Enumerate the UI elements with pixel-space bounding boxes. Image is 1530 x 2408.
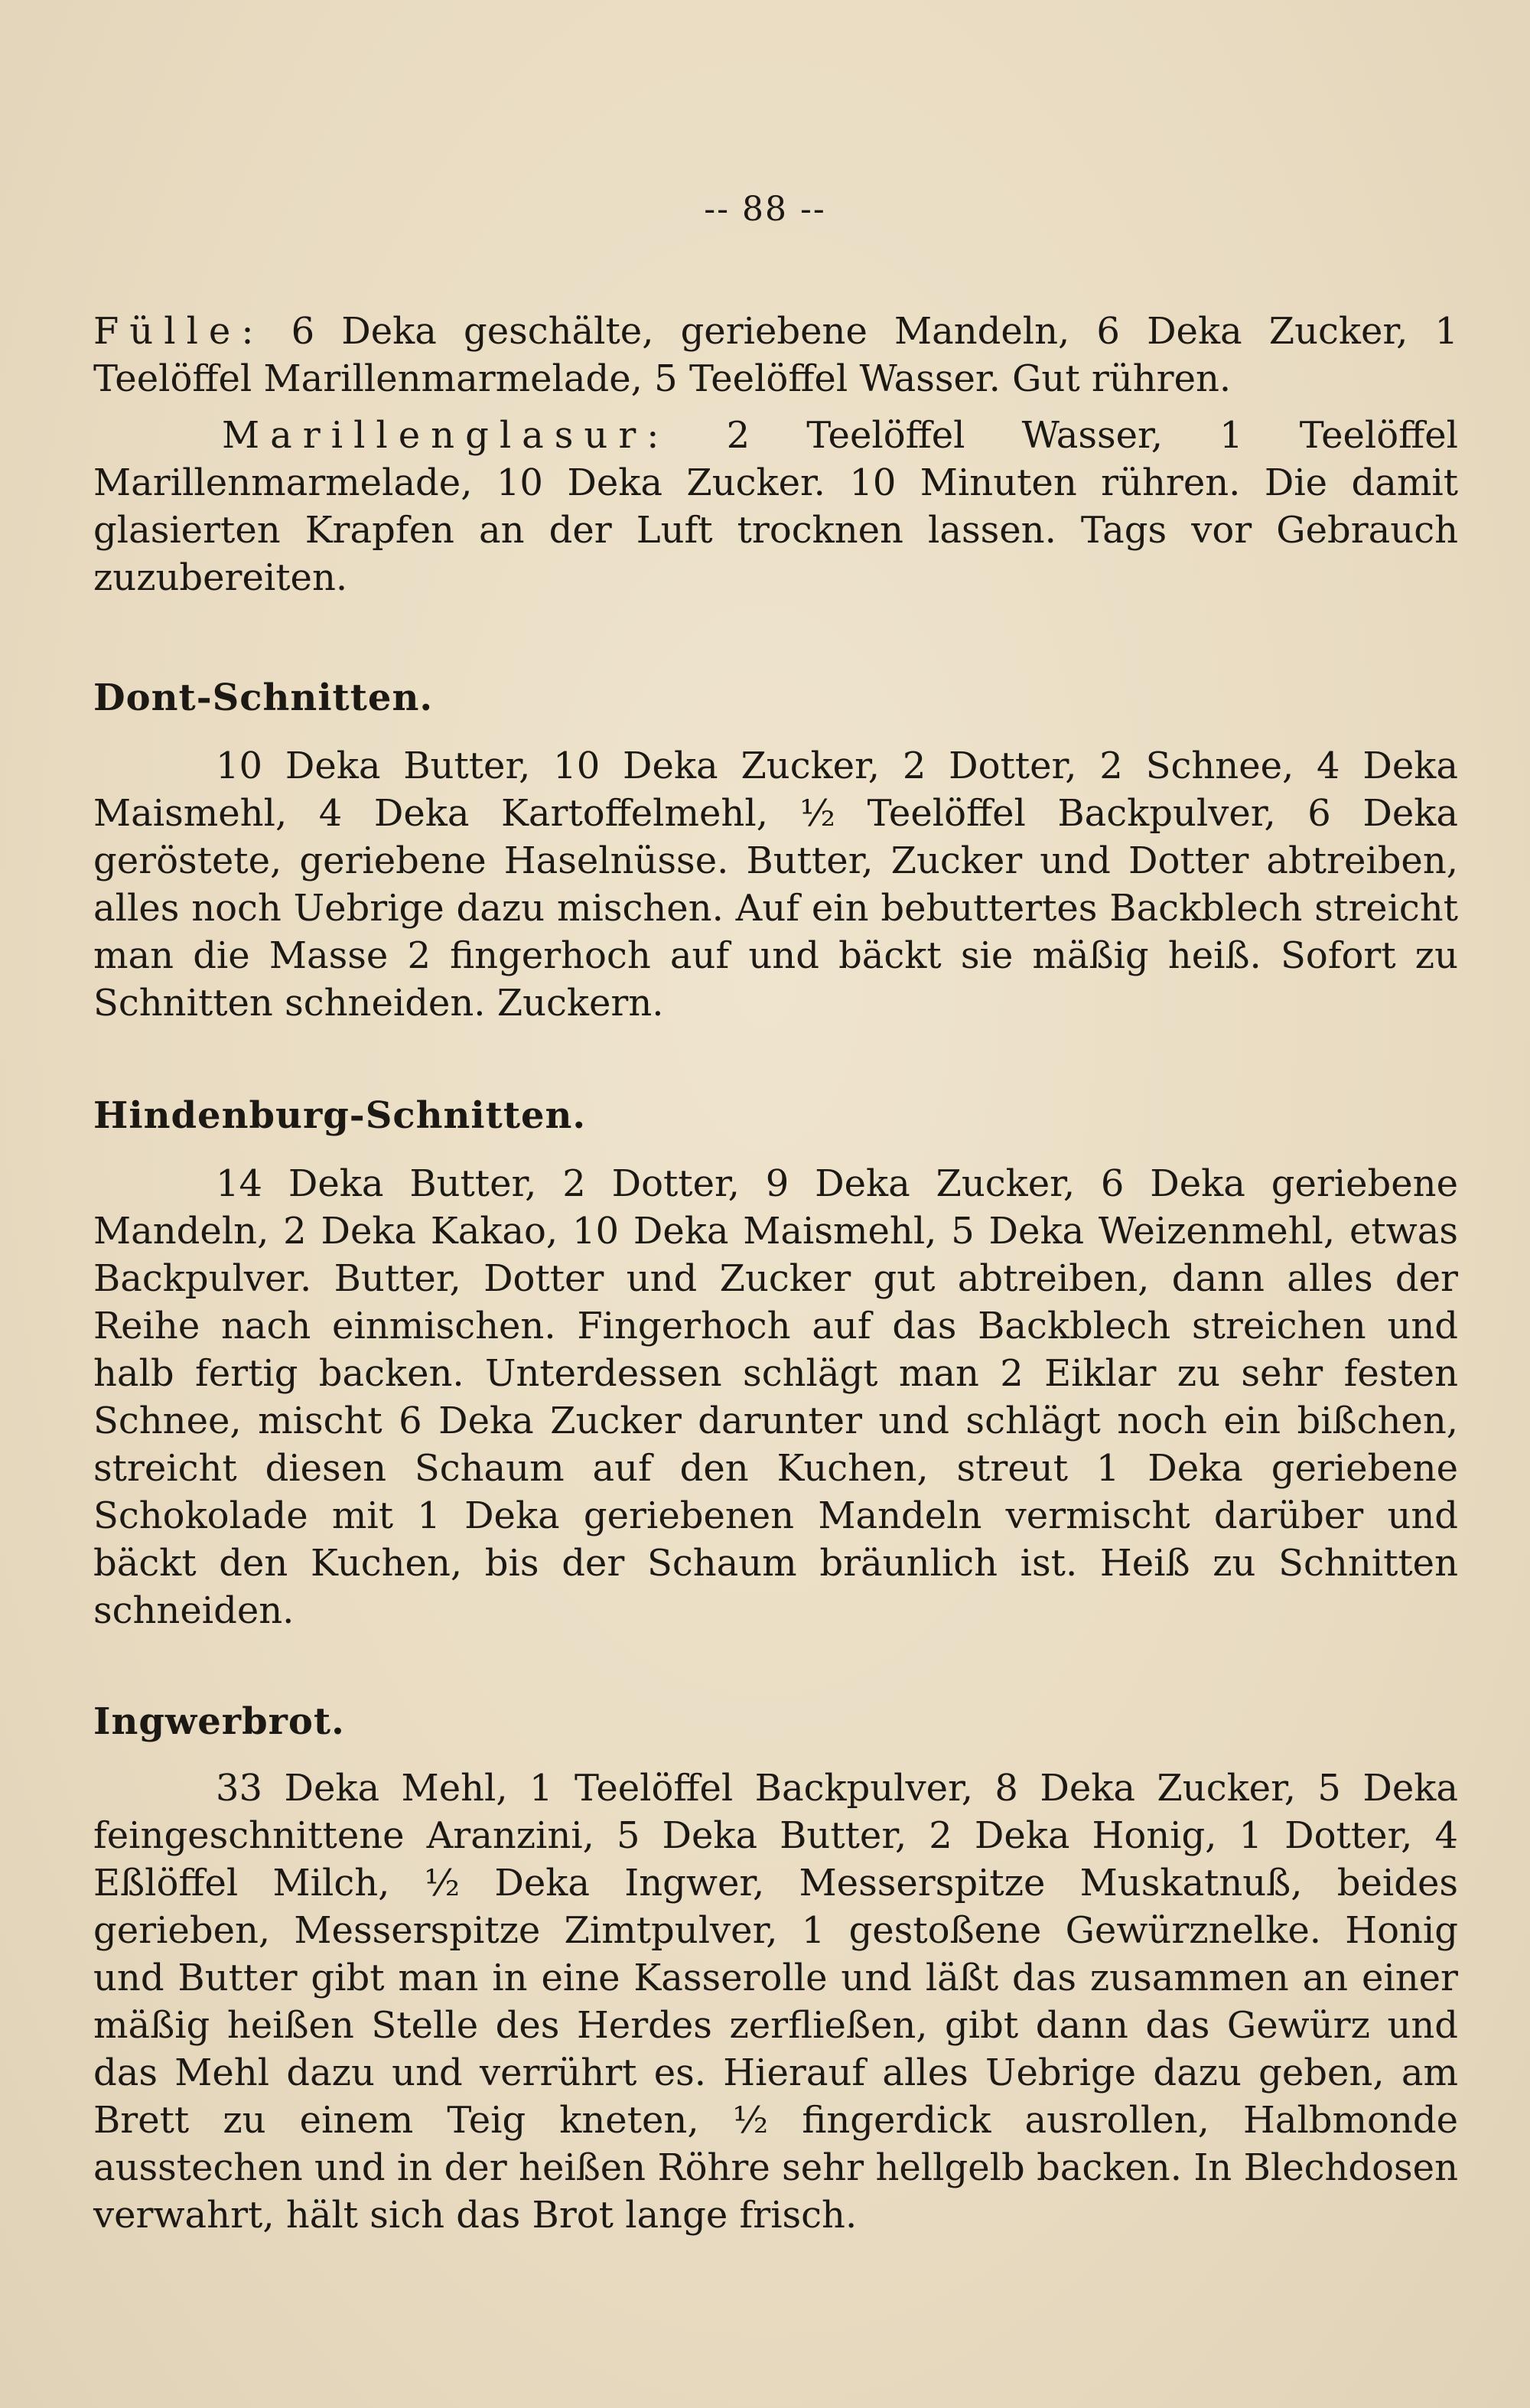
recipe-title-ingwerbrot: Ingwerbrot. [93,1700,345,1743]
recipe-title-dont-schnitten: Dont-Schnitten. [93,676,434,719]
fuelle-label: Fülle: [93,310,265,353]
recipe-text-ingwerbrot: 33 Deka Mehl, 1 Teelöffel Backpulver, 8 Deka Zucker, 5 Deka feingeschnittene Aranzini, 5 Deka Butter, 2 Deka Honig, 1 Dotter, 4 Eßlöffel Milch, ½ Deka Ingwer, Messerspitze Muskatnuß, beides gerieben, Messerspitze Zimtpulver, 1 gestoßene Gewürznelke. Honig und Butter gibt man in eine Kasserolle und läßt das zusammen an einer mäßig heißen Stelle des Herdes zerfließen, gibt dann das Gewürz und das Mehl dazu und verrührt es. Hierauf alles Uebrige dazu geben, am Brett zu einem Teig kneten, ½ fingerdick ausrollen, Halbmonde ausstechen und in der heißen Röhre sehr hellgelb backen. In Blechdosen verwahrt, hält sich das Brot lange frisch. [93,1767,1458,2237]
recipe-text-dont-schnitten: 10 Deka Butter, 10 Deka Zucker, 2 Dotter, 2 Schnee, 4 Deka Maismehl, 4 Deka Kartoffelmehl, ½ Teelöffel Backpulver, 6 Deka geröstete, geriebene Haselnüsse. Butter, Zucker und Dotter abtreiben, alles noch Uebrige dazu mischen. Auf ein bebuttertes Backblech streicht man die Masse 2 fingerhoch auf und bäckt sie mäßig heiß. Sofort zu Schnitten schneiden. Zuckern. [93,745,1458,1025]
marillenglasur-paragraph [93,412,1458,601]
marillenglasur-label: Marillenglasur: [222,414,670,457]
fuelle-paragraph [93,308,1458,402]
recipe-title-hindenburg-schnitten: Hindenburg-Schnitten. [93,1094,587,1137]
recipe-text-hindenburg-schnitten: 14 Deka Butter, 2 Dotter, 9 Deka Zucker, 6 Deka geriebene Mandeln, 2 Deka Kakao, 10 Deka Maismehl, 5 Deka Weizenmehl, etwas Backpulver. Butter, Dotter und Zucker gut abtreiben, dann alles der Reihe nach einmischen. Fingerhoch auf das Backblech streichen und halb fertig backen. Unterdessen schlägt man 2 Eiklar zu sehr festen Schnee, mischt 6 Deka Zucker darunter und schlägt noch ein bißchen, streicht diesen Schaum auf den Kuchen, streut 1 Deka geriebene Schokolade mit 1 Deka geriebenen Mandeln vermischt darüber und bäckt den Kuchen, bis der Schaum bräunlich ist. Heiß zu Schnitten schneiden. [93,1162,1458,1632]
page-number: -- 88 -- [704,190,826,229]
marillenglasur-text: 2 Teelöffel Wasser, 1 Teelöffel Marillenmarmelade, 10 Deka Zucker. 10 Minuten rühren. Die damit glasierten Krapfen an der Luft trocknen lassen. Tags vor Gebrauch zuzubereiten. [93,414,1458,599]
fuelle-text: 6 Deka geschälte, geriebene Mandeln, 6 Deka Zucker, 1 Teelöffel Marillenmarmelade, 5 Teelöffel Wasser. Gut rühren. [93,310,1458,400]
